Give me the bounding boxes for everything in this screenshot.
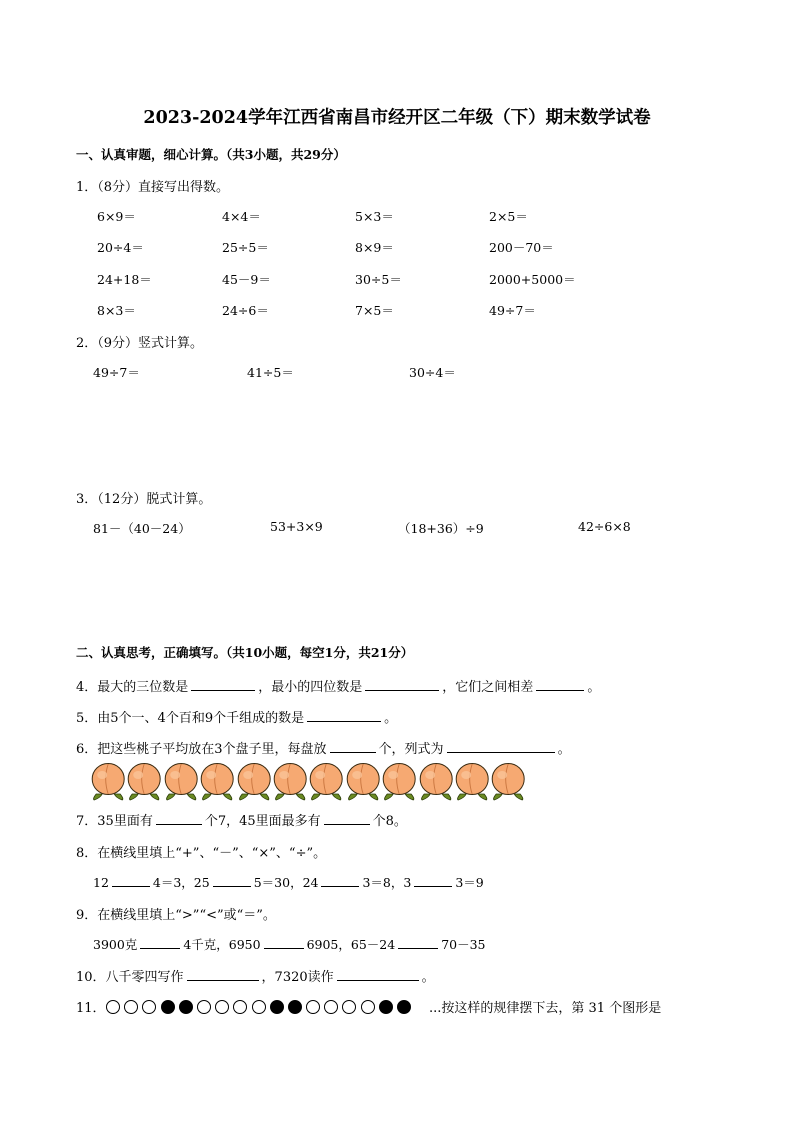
- q7-text: 7．35里面有: [76, 814, 153, 829]
- q10-text: 10．八千零四写作: [76, 970, 184, 985]
- question-11-text: ...按这样的规律摆下去，第 31 个图形是: [429, 1001, 662, 1016]
- q10-text: ，7320读作: [261, 970, 334, 985]
- question-8-items: [93, 873, 484, 891]
- filled-circle-icon: [179, 1000, 193, 1014]
- peach-icon: [90, 761, 126, 801]
- page-title: 2023-2024学年江西省南昌市经开区二年级（下）期末数学试卷: [143, 108, 651, 128]
- filled-circle-icon: [379, 1000, 393, 1014]
- peach-icon: [163, 761, 199, 801]
- answer-blank[interactable]: [414, 874, 452, 887]
- q7-text: 个8。: [372, 814, 407, 829]
- q1-item: 8×3＝: [97, 303, 136, 318]
- question-4: [76, 676, 600, 695]
- question-8-heading: 8．在横线里填上“+”、“－”、“×”、“÷”。: [76, 846, 327, 861]
- peach-icon: [345, 761, 381, 801]
- q1-item: 49÷7＝: [489, 303, 536, 318]
- q1-item: 24+18＝: [97, 272, 152, 287]
- peach-icon: [454, 761, 490, 801]
- hollow-circle-icon: [306, 1000, 320, 1014]
- q4-text: 4．最大的三位数是: [76, 680, 189, 695]
- filled-circle-icon: [270, 1000, 284, 1014]
- q4-text: ，它们之间相差: [442, 680, 534, 695]
- answer-blank[interactable]: [191, 678, 255, 691]
- q1-item: 4×4＝: [222, 209, 261, 224]
- q1-item: 5×3＝: [355, 209, 394, 224]
- hollow-circle-icon: [361, 1000, 375, 1014]
- answer-blank[interactable]: [213, 874, 251, 887]
- question-7: [76, 810, 407, 829]
- q8-text: 3＝8，3: [362, 875, 412, 890]
- question-2-heading: 2．（9分）竖式计算。: [76, 336, 204, 351]
- q7-text: 个7，45里面最多有: [204, 814, 321, 829]
- q5-text: 。: [384, 711, 398, 726]
- answer-blank[interactable]: [337, 968, 419, 981]
- question-3-heading: 3．（12分）脱式计算。: [76, 492, 212, 507]
- answer-blank[interactable]: [536, 678, 584, 691]
- hollow-circle-icon: [233, 1000, 247, 1014]
- filled-circle-icon: [397, 1000, 411, 1014]
- answer-blank[interactable]: [307, 709, 381, 722]
- question-5: [76, 707, 397, 726]
- question-9-heading: 9．在横线里填上“>”“<”或“＝”。: [76, 908, 276, 923]
- hollow-circle-icon: [252, 1000, 266, 1014]
- q10-text: 。: [421, 970, 435, 985]
- q2-item: 30÷4＝: [409, 365, 456, 380]
- q9-text: 3900克: [93, 937, 138, 952]
- hollow-circle-icon: [215, 1000, 229, 1014]
- q1-item: 20÷4＝: [97, 240, 144, 255]
- answer-blank[interactable]: [187, 968, 259, 981]
- question-11-number: 11．: [76, 1001, 106, 1016]
- q6-text: 6．把这些桃子平均放在3个盘子里，每盘放: [76, 742, 327, 757]
- circle-pattern: [106, 996, 415, 1015]
- q4-text: ，最小的四位数是: [258, 680, 363, 695]
- answer-blank[interactable]: [365, 678, 439, 691]
- q6-text: 个，列式为: [378, 742, 444, 757]
- q2-item: 41÷5＝: [247, 365, 294, 380]
- q1-item: 2000+5000＝: [489, 272, 576, 287]
- q1-item: 2×5＝: [489, 209, 528, 224]
- peach-icon: [308, 761, 344, 801]
- q1-item: 45－9＝: [222, 272, 271, 287]
- q9-text: 4千克，6950: [183, 937, 261, 952]
- q1-item: 200－70＝: [489, 240, 554, 255]
- q1-item: 25÷5＝: [222, 240, 269, 255]
- q1-item: 7×5＝: [355, 303, 394, 318]
- q8-text: 5＝30，24: [253, 875, 319, 890]
- answer-blank[interactable]: [264, 936, 304, 949]
- q9-text: 6905，65－24: [306, 937, 396, 952]
- peach-icon: [236, 761, 272, 801]
- peach-icon: [199, 761, 235, 801]
- answer-blank[interactable]: [156, 812, 202, 825]
- q9-text: 70－35: [441, 937, 486, 952]
- q1-item: 6×9＝: [97, 209, 136, 224]
- answer-blank[interactable]: [330, 740, 376, 753]
- hollow-circle-icon: [324, 1000, 338, 1014]
- q3-item: （18+36）÷9: [398, 521, 484, 536]
- q1-item: 8×9＝: [355, 240, 394, 255]
- q8-text: 4＝3，25: [152, 875, 210, 890]
- q3-item: 81－（40－24）: [93, 521, 191, 536]
- hollow-circle-icon: [142, 1000, 156, 1014]
- question-1-heading: 1．（8分）直接写出得数。: [76, 180, 230, 195]
- question-9-items: [93, 935, 486, 953]
- q3-item: 42÷6×8: [578, 519, 631, 534]
- hollow-circle-icon: [124, 1000, 138, 1014]
- peach-icon: [272, 761, 308, 801]
- answer-blank[interactable]: [140, 936, 180, 949]
- q4-text: 。: [587, 680, 601, 695]
- answer-blank[interactable]: [112, 874, 150, 887]
- section-2-heading: 二、认真思考，正确填写。（共10小题，每空1分，共21分）: [76, 645, 414, 660]
- q8-text: 12: [93, 875, 109, 890]
- peach-icon: [381, 761, 417, 801]
- answer-blank[interactable]: [447, 740, 555, 753]
- answer-blank[interactable]: [324, 812, 370, 825]
- peach-row: [90, 761, 527, 805]
- hollow-circle-icon: [106, 1000, 120, 1014]
- hollow-circle-icon: [342, 1000, 356, 1014]
- answer-blank[interactable]: [321, 874, 359, 887]
- question-6: [76, 738, 571, 757]
- answer-blank[interactable]: [398, 936, 438, 949]
- peach-icon: [418, 761, 454, 801]
- q3-item: 53+3×9: [270, 519, 323, 534]
- peach-icon: [490, 761, 526, 801]
- section-1-heading: 一、认真审题，细心计算。（共3小题，共29分）: [76, 147, 346, 162]
- q6-text: 。: [557, 742, 571, 757]
- q2-item: 49÷7＝: [93, 365, 140, 380]
- question-10: [76, 966, 435, 985]
- hollow-circle-icon: [197, 1000, 211, 1014]
- q8-text: 3＝9: [455, 875, 484, 890]
- q5-text: 5．由5个一、4个百和9个千组成的数是: [76, 711, 305, 726]
- peach-icon: [126, 761, 162, 801]
- filled-circle-icon: [161, 1000, 175, 1014]
- filled-circle-icon: [288, 1000, 302, 1014]
- q1-item: 30÷5＝: [355, 272, 402, 287]
- q1-item: 24÷6＝: [222, 303, 269, 318]
